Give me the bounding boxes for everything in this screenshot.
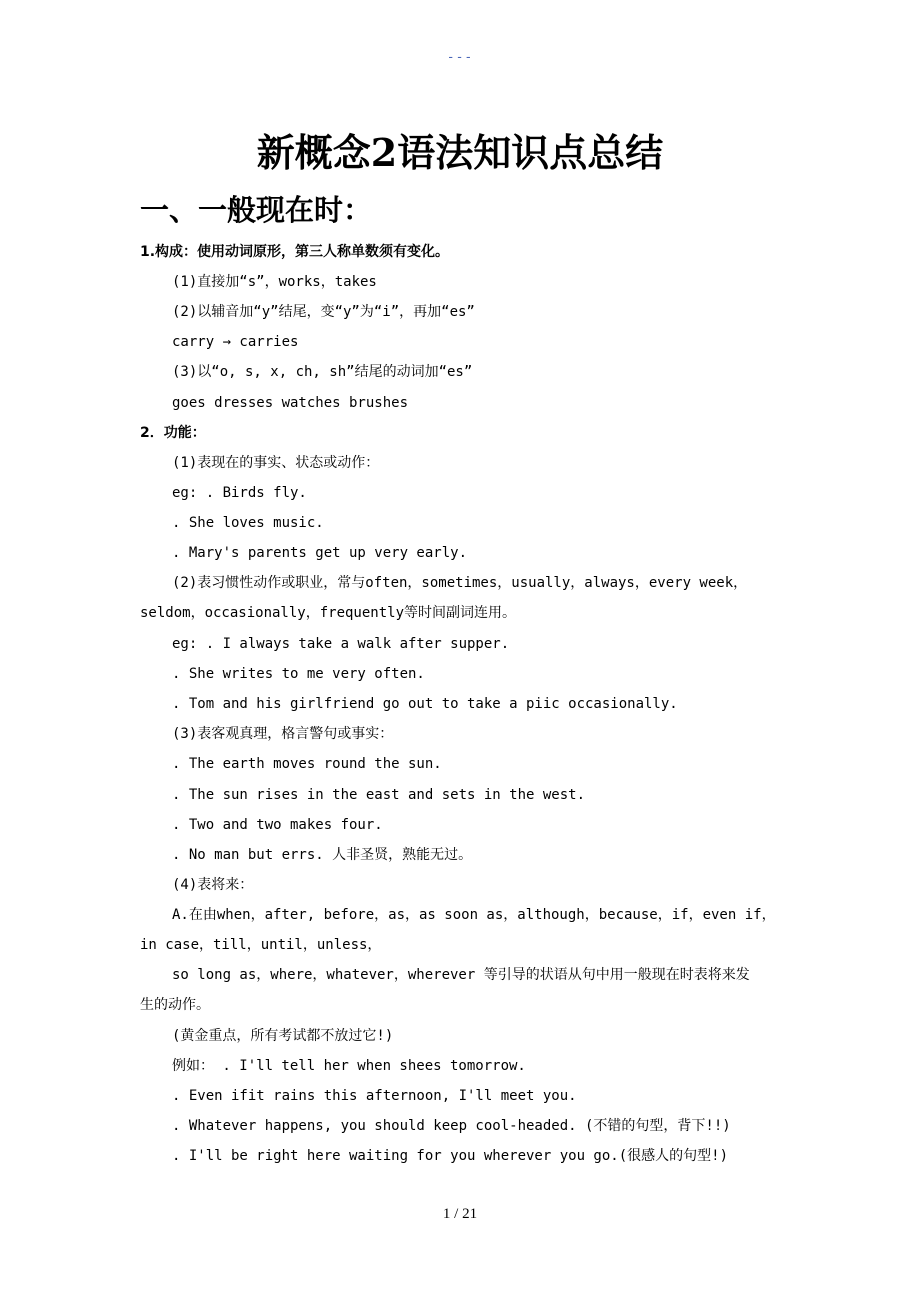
section-heading: 一、一般现在时： [140,193,373,227]
example-line: . I'll be right here waiting for you wherever you go.(很感人的句型!) [172,1148,729,1164]
text-line: (3)以“o, s, x, ch, sh”结尾的动词加“es” [172,364,473,380]
example-line: . The earth moves round the sun. [172,756,442,772]
example-line: . She writes to me very often. [172,666,425,682]
text-line: 生的动作。 [140,997,210,1013]
example-line: eg: . Birds fly. [172,485,307,501]
example-line: . The sun rises in the east and sets in the west. [172,787,586,803]
text-line: (1)表现在的事实、状态或动作： [172,455,380,471]
text-line: (2)以辅音加“y”结尾，变“y”为“i”，再加“es” [172,304,475,320]
text-line: so long as，where，whatever，wherever 等引导的状语从句中用一般现在时表将来发 [172,967,750,983]
text-line: in case，till，until，unless， [140,937,382,953]
example-line: . No man but errs. 人非圣贤，熟能无过。 [172,847,473,863]
example-line: . Two and two makes four. [172,817,383,833]
example-line: . Even ifit rains this afternoon, I'll meet you. [172,1088,577,1104]
example-line: 例如： . I'll tell her when shees tomorrow. [172,1058,526,1074]
text-line: (2)表习惯性动作或职业，常与often，sometimes，usually，always，every week， [172,575,748,591]
example-line: . Mary's parents get up very early. [172,545,468,561]
point-heading-structure: 1.构成：使用动词原形，第三人称单数须有变化。 [140,244,450,260]
example-line: eg: . I always take a walk after supper. [172,636,510,652]
example-line: . She loves music. [172,515,324,531]
text-line: (黄金重点，所有考试都不放过它!) [172,1028,394,1044]
text-line: carry → carries [172,334,299,350]
page-title: 新概念2语法知识点总结 [256,130,664,175]
point-heading-function: 2．功能： [140,425,206,441]
text-line: (1)直接加“s”，works，takes [172,274,377,290]
text-line: goes dresses watches brushes [172,395,409,411]
example-line: . Tom and his girlfriend go out to take a piic occasionally. [172,696,678,712]
text-line: seldom，occasionally，frequently等时间副词连用。 [140,605,517,621]
text-line: A.在由when，after, before，as，as soon as，although，because，if，even if， [172,907,776,923]
text-line: (4)表将来： [172,877,254,893]
page-number: 1 / 21 [442,1206,478,1222]
example-line: . Whatever happens, you should keep cool-headed. (不错的句型，背下!!) [172,1118,731,1134]
header-mark: --- [446,50,474,65]
text-line: (3)表客观真理，格言警句或事实： [172,726,394,742]
